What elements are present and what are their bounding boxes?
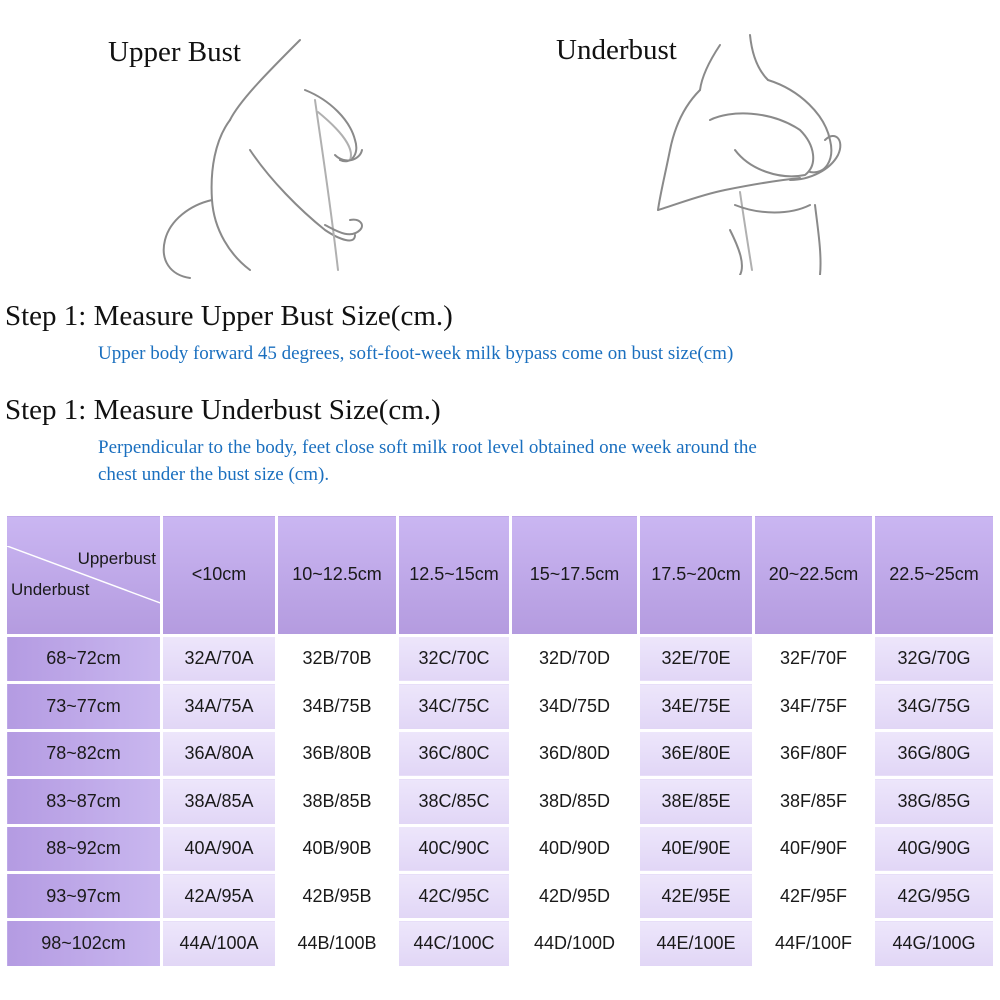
table-row [6,683,995,730]
size-cell: 44E/100E [639,920,754,968]
size-cell: 38D/85D [511,778,639,825]
size-cell: 34G/75G [874,683,995,730]
size-cell: 34B/75B [277,683,398,730]
column-header: 15~17.5cm [511,515,639,636]
size-cell: 42G/95G [874,873,995,920]
size-cell: 40G/90G [874,825,995,872]
size-cell: 38F/85F [754,778,874,825]
size-cell: 32B/70B [277,635,398,682]
column-header: 17.5~20cm [639,515,754,636]
size-cell: 34F/75F [754,683,874,730]
size-cell: 36E/80E [639,730,754,777]
size-cell: 36B/80B [277,730,398,777]
size-cell: 32F/70F [754,635,874,682]
column-header: <10cm [162,515,277,636]
size-cell: 40D/90D [511,825,639,872]
size-cell: 34A/75A [162,683,277,730]
size-cell: 42E/95E [639,873,754,920]
size-cell: 42B/95B [277,873,398,920]
size-cell: 40A/90A [162,825,277,872]
column-header: 10~12.5cm [277,515,398,636]
size-cell: 44C/100C [398,920,511,968]
size-cell: 44B/100B [277,920,398,968]
table-header-row [6,515,995,636]
column-header: 22.5~25cm [874,515,995,636]
size-cell: 36G/80G [874,730,995,777]
underbust-label: Underbust [556,34,677,66]
size-cell: 42A/95A [162,873,277,920]
size-cell: 32G/70G [874,635,995,682]
size-cell: 38G/85G [874,778,995,825]
size-cell: 42F/95F [754,873,874,920]
table-row [6,730,995,777]
size-cell: 42D/95D [511,873,639,920]
size-cell: 38A/85A [162,778,277,825]
size-cell: 44F/100F [754,920,874,968]
size-cell: 36A/80A [162,730,277,777]
step-upper-desc: Upper body forward 45 degrees, soft-foot-week milk bypass come on bust size(cm) [98,343,734,364]
size-cell: 40B/90B [277,825,398,872]
underbust-illustration [640,30,870,275]
row-header-underbust: 73~77cm [6,683,162,730]
row-header-underbust: 98~102cm [6,920,162,968]
size-cell: 44A/100A [162,920,277,968]
column-header: 20~22.5cm [754,515,874,636]
table-body [6,635,995,967]
step-under-title: Step 1: Measure Underbust Size(cm.) [5,394,441,426]
row-header-underbust: 93~97cm [6,873,162,920]
size-cell: 32E/70E [639,635,754,682]
table-row [6,825,995,872]
size-cell: 42C/95C [398,873,511,920]
table-corner-cell [6,515,162,636]
column-header: 12.5~15cm [398,515,511,636]
table-row [6,635,995,682]
size-cell: 44D/100D [511,920,639,968]
table-row [6,873,995,920]
upper-bust-illustration [150,30,410,280]
size-cell: 40E/90E [639,825,754,872]
upper-bust-label: Upper Bust [108,36,241,68]
size-cell: 38C/85C [398,778,511,825]
size-cell: 40F/90F [754,825,874,872]
table-row [6,778,995,825]
corner-underbust-label: Underbust [11,579,90,599]
size-cell: 32C/70C [398,635,511,682]
step-upper-title: Step 1: Measure Upper Bust Size(cm.) [5,300,453,332]
row-header-underbust: 88~92cm [6,825,162,872]
size-cell: 34C/75C [398,683,511,730]
step-under-desc-line1: Perpendicular to the body, feet close soft milk root level obtained one week around the [98,437,757,458]
size-cell: 34D/75D [511,683,639,730]
row-header-underbust: 83~87cm [6,778,162,825]
size-cell: 36C/80C [398,730,511,777]
size-cell: 34E/75E [639,683,754,730]
size-cell: 32A/70A [162,635,277,682]
size-cell: 40C/90C [398,825,511,872]
size-cell: 38B/85B [277,778,398,825]
size-cell: 36F/80F [754,730,874,777]
corner-upperbust-label: Upperbust [77,548,156,568]
row-header-underbust: 78~82cm [6,730,162,777]
row-header-underbust: 68~72cm [6,635,162,682]
size-cell: 38E/85E [639,778,754,825]
size-cell: 32D/70D [511,635,639,682]
size-chart-table [4,513,996,969]
step-under-desc-line2: chest under the bust size (cm). [98,464,330,485]
size-cell: 44G/100G [874,920,995,968]
size-cell: 36D/80D [511,730,639,777]
table-row [6,920,995,968]
